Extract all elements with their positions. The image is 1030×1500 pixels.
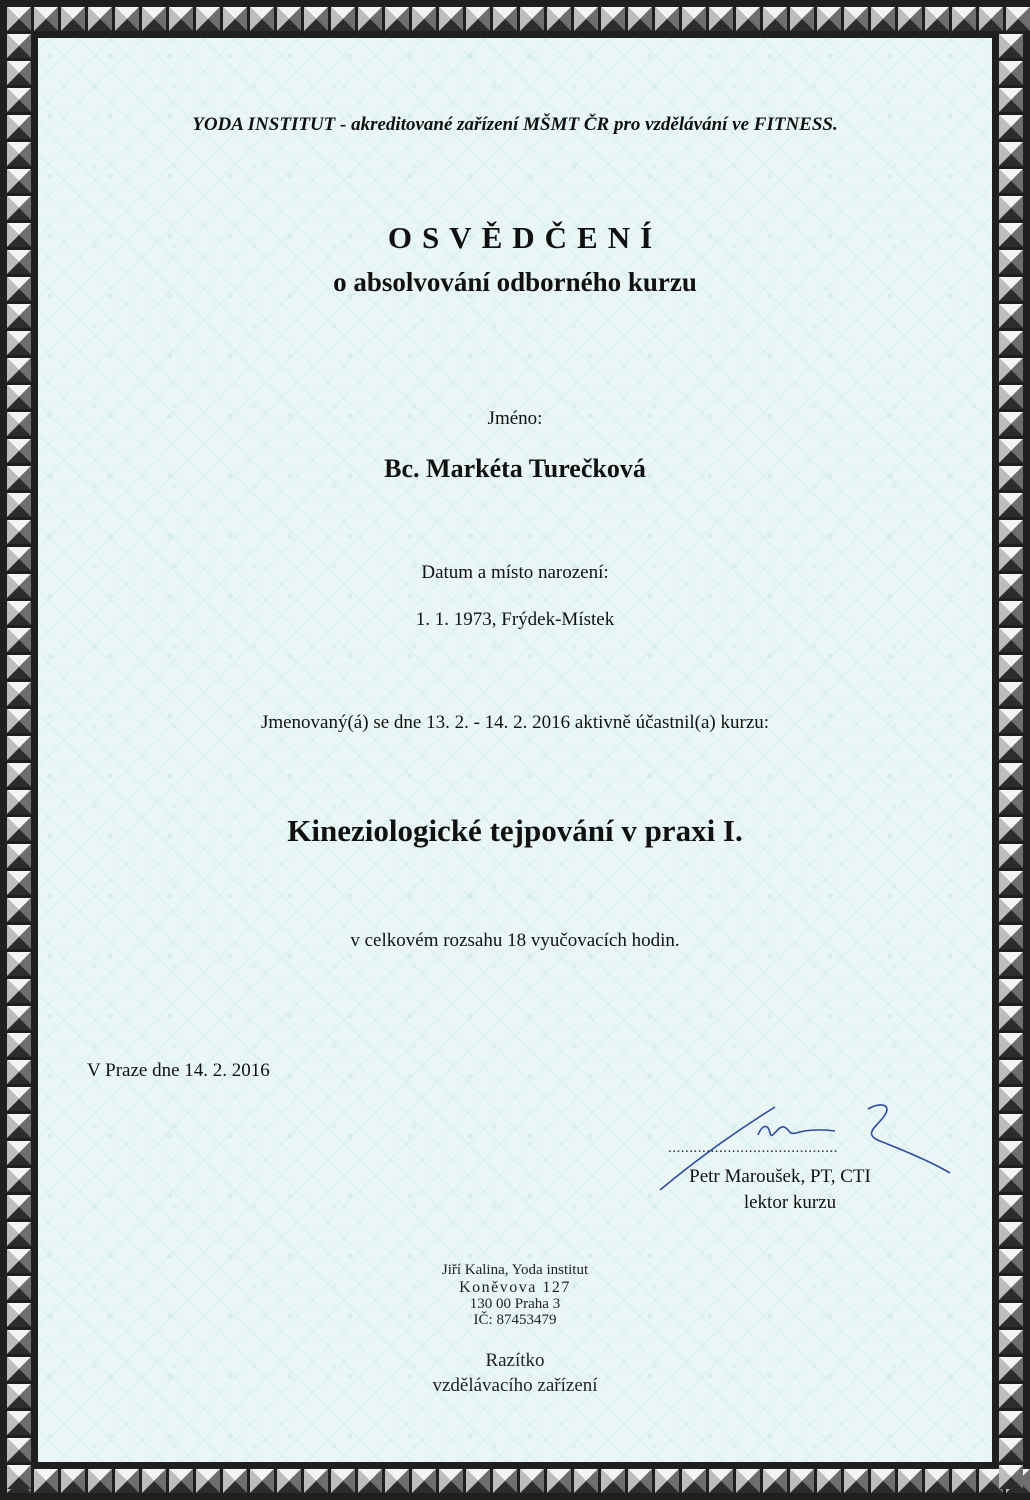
stamp-line-3: 130 00 Praha 3 [469, 1296, 561, 1312]
course-hours: v celkovém rozsahu 18 vyučovacích hodin. [350, 930, 680, 951]
birth-label: Datum a místo narození: [421, 562, 609, 583]
stamp-label-1: Razítko [485, 1350, 545, 1371]
stamp-line-4: IČ: 87453479 [473, 1312, 557, 1328]
certificate-title: OSVĚDČENÍ [387, 220, 663, 255]
course-title: Kineziologické tejpování v praxi I. [287, 813, 743, 848]
name-label: Jméno: [487, 408, 543, 429]
stamp-line-1: Jiří Kalina, Yoda institut [441, 1262, 589, 1278]
signatory-name: Petr Maroušek, PT, CTI [689, 1166, 871, 1187]
signatory-role: lektor kurzu [743, 1192, 837, 1213]
participation-text: Jmenovaný(á) se dne 13. 2. - 14. 2. 2016 aktivně účastnil(a) kurzu: [260, 712, 770, 733]
institute-header: YODA INSTITUT - akreditované zařízení MŠMT ČR pro vzdělávání ve FITNESS. [192, 114, 838, 135]
holder-name: Bc. Markéta Turečková [384, 454, 646, 483]
signature-line: ........................................ [668, 1140, 838, 1156]
stamp-address: Koněvova 127 [459, 1279, 571, 1296]
birth-value: 1. 1. 1973, Frýdek-Místek [415, 609, 615, 630]
stamp-label-2: vzdělávacího zařízení [432, 1375, 598, 1396]
certificate-subtitle: o absolvování odborného kurzu [333, 267, 697, 297]
stamp-line-2 [0, 1279, 1030, 1297]
place-and-date: V Praze dne 14. 2. 2016 [87, 1060, 270, 1081]
